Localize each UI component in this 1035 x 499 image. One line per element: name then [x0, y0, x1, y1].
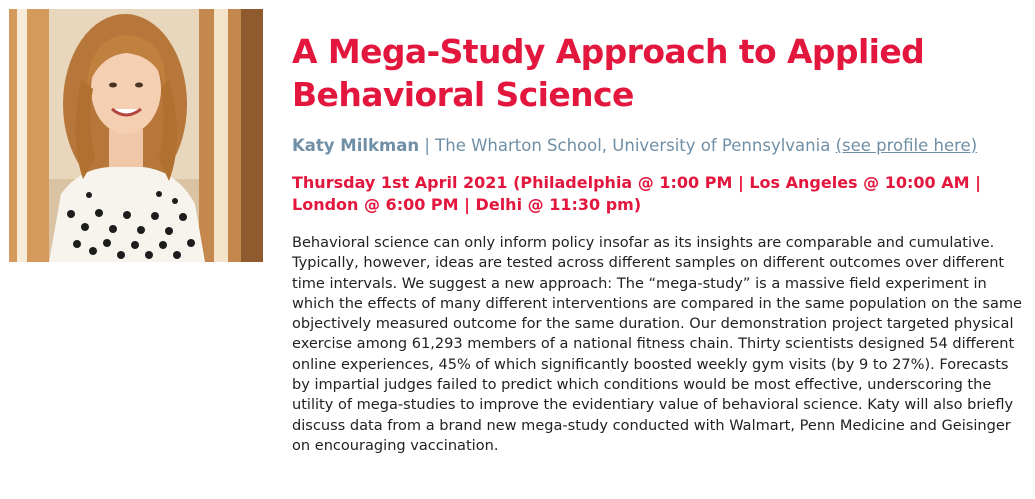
event-title: A Mega-Study Approach to Applied Behavioral Science	[292, 32, 925, 114]
event-details	[292, 30, 1027, 456]
event-abstract: Behavioral science can only inform policy insofar as its insights are comparable and cumulative. Typically, however, ideas are tested across different samples on different outcomes over different time intervals. We suggest a new approach: The “mega-study” is a massive field experiment in which the effects of many different interventions are compared in the same population on the same objectively measured outcome for the same duration. Our demonstration project targeted physical exercise among 61,293 members of a national fitness chain. Thirty scientists designed 54 different online experiences, 45% of which significantly boosted weekly gym visits (by 9 to 27%). Forecasts by impartial judges failed to predict which conditions would be most effective, underscoring the utility of mega-studies to improve the evidentiary value of behavioral science. Katy will also briefly discuss data from a brand new mega-study conducted with Walmart, Penn Medicine and Geisinger on encouraging vaccination.	[292, 234, 1022, 454]
event-date-times: Thursday 1st April 2021 (Philadelphia @ 1:00 PM | Los Angeles @ 10:00 AM | London @ 6:00 PM | Delhi @ 11:30 pm)	[292, 173, 981, 214]
speaker-photo	[9, 9, 263, 262]
speaker-separator: |	[424, 136, 430, 155]
speaker-affiliation: The Wharton School, University of Pennsylvania	[435, 136, 831, 155]
speaker-name: Katy Milkman	[292, 136, 420, 155]
speaker-line	[292, 135, 1027, 157]
profile-link[interactable]: (see profile here)	[835, 136, 978, 155]
speaker-photo-illustration	[9, 9, 263, 262]
